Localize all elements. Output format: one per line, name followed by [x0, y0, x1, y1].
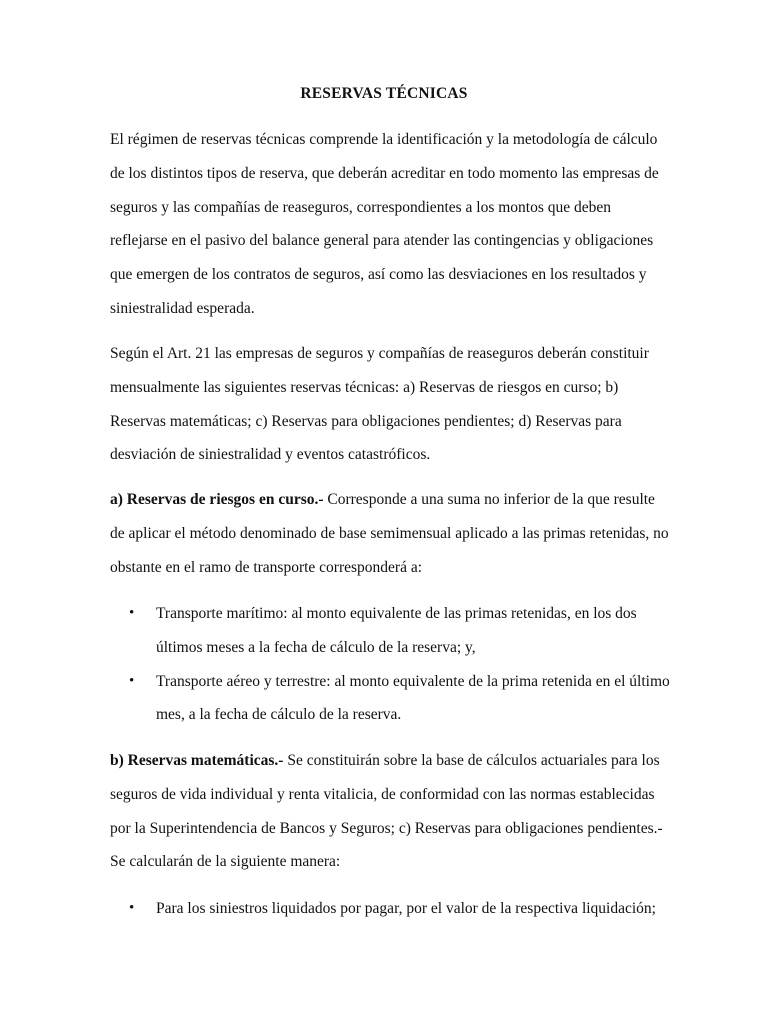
list-item-text: Para los siniestros liquidados por pagar, por el valor de la respectiva liquidación; — [156, 900, 656, 917]
list-item — [110, 892, 670, 926]
paragraph-riesgos-en-curso — [110, 483, 670, 584]
section-heading-reservas-matematicas: b) Reservas matemáticas.- — [110, 752, 284, 769]
bullet-icon: • — [129, 900, 135, 916]
list-item-text: Transporte aéreo y terrestre: al monto equivalente de la prima retenida en el último mes, a la fecha de cálculo de la reserva. — [156, 672, 670, 724]
obligaciones-bullet-list — [110, 892, 670, 926]
list-item-text: Transporte marítimo: al monto equivalente de las primas retenidas, en los dos últimos meses a la fecha de cálculo de la reserva; y, — [156, 605, 637, 656]
list-item — [110, 665, 670, 733]
section-body-reservas-matematicas: Se constituirán sobre la base de cálculos actuariales para los seguros de vida individual y renta vitalicia, de conformidad con las normas establecidas por la Superintendencia de Bancos y Seguros; c) Reservas para obligaciones pendientes.- Se calcularán de la siguiente manera: — [110, 752, 663, 871]
section-heading-riesgos-en-curso: a) Reservas de riesgos en curso.- — [110, 491, 324, 508]
paragraph-regimen: El régimen de reservas técnicas comprende la identificación y la metodología de cálculo de los distintos tipos de reserva, que deberán acreditar en todo momento las empresas de seguros y las compañías de reaseguros, correspondientes a los montos que deben reflejarse en el pasivo del balance general para atender las contingencias y obligaciones que emergen de los contratos de seguros, así como las desviaciones en los resultados y siniestralidad esperada. — [110, 131, 659, 317]
document-title: RESERVAS TÉCNICAS — [300, 85, 468, 102]
bullet-icon: • — [129, 672, 135, 689]
paragraph-reservas-matematicas — [110, 744, 670, 879]
section-body-riesgos-en-curso: Corresponde a una suma no inferior de la que resulte de aplicar el método denominado de base semimensual aplicado a las primas retenidas, no obstante en el ramo de transporte corresponderá a: — [110, 491, 669, 576]
transport-bullet-list — [110, 597, 670, 732]
paragraph-art-21: Según el Art. 21 las empresas de seguros y compañías de reaseguros deberán constituir mensualmente las siguientes reservas técnicas: a) Reservas de riesgos en curso; b) Reservas matemáticas; c) Reservas para obligaciones pendientes; d) Reservas para desviación de siniestralidad y eventos catastróficos. — [110, 345, 649, 464]
bullet-icon: • — [129, 605, 135, 621]
list-item — [110, 597, 670, 665]
